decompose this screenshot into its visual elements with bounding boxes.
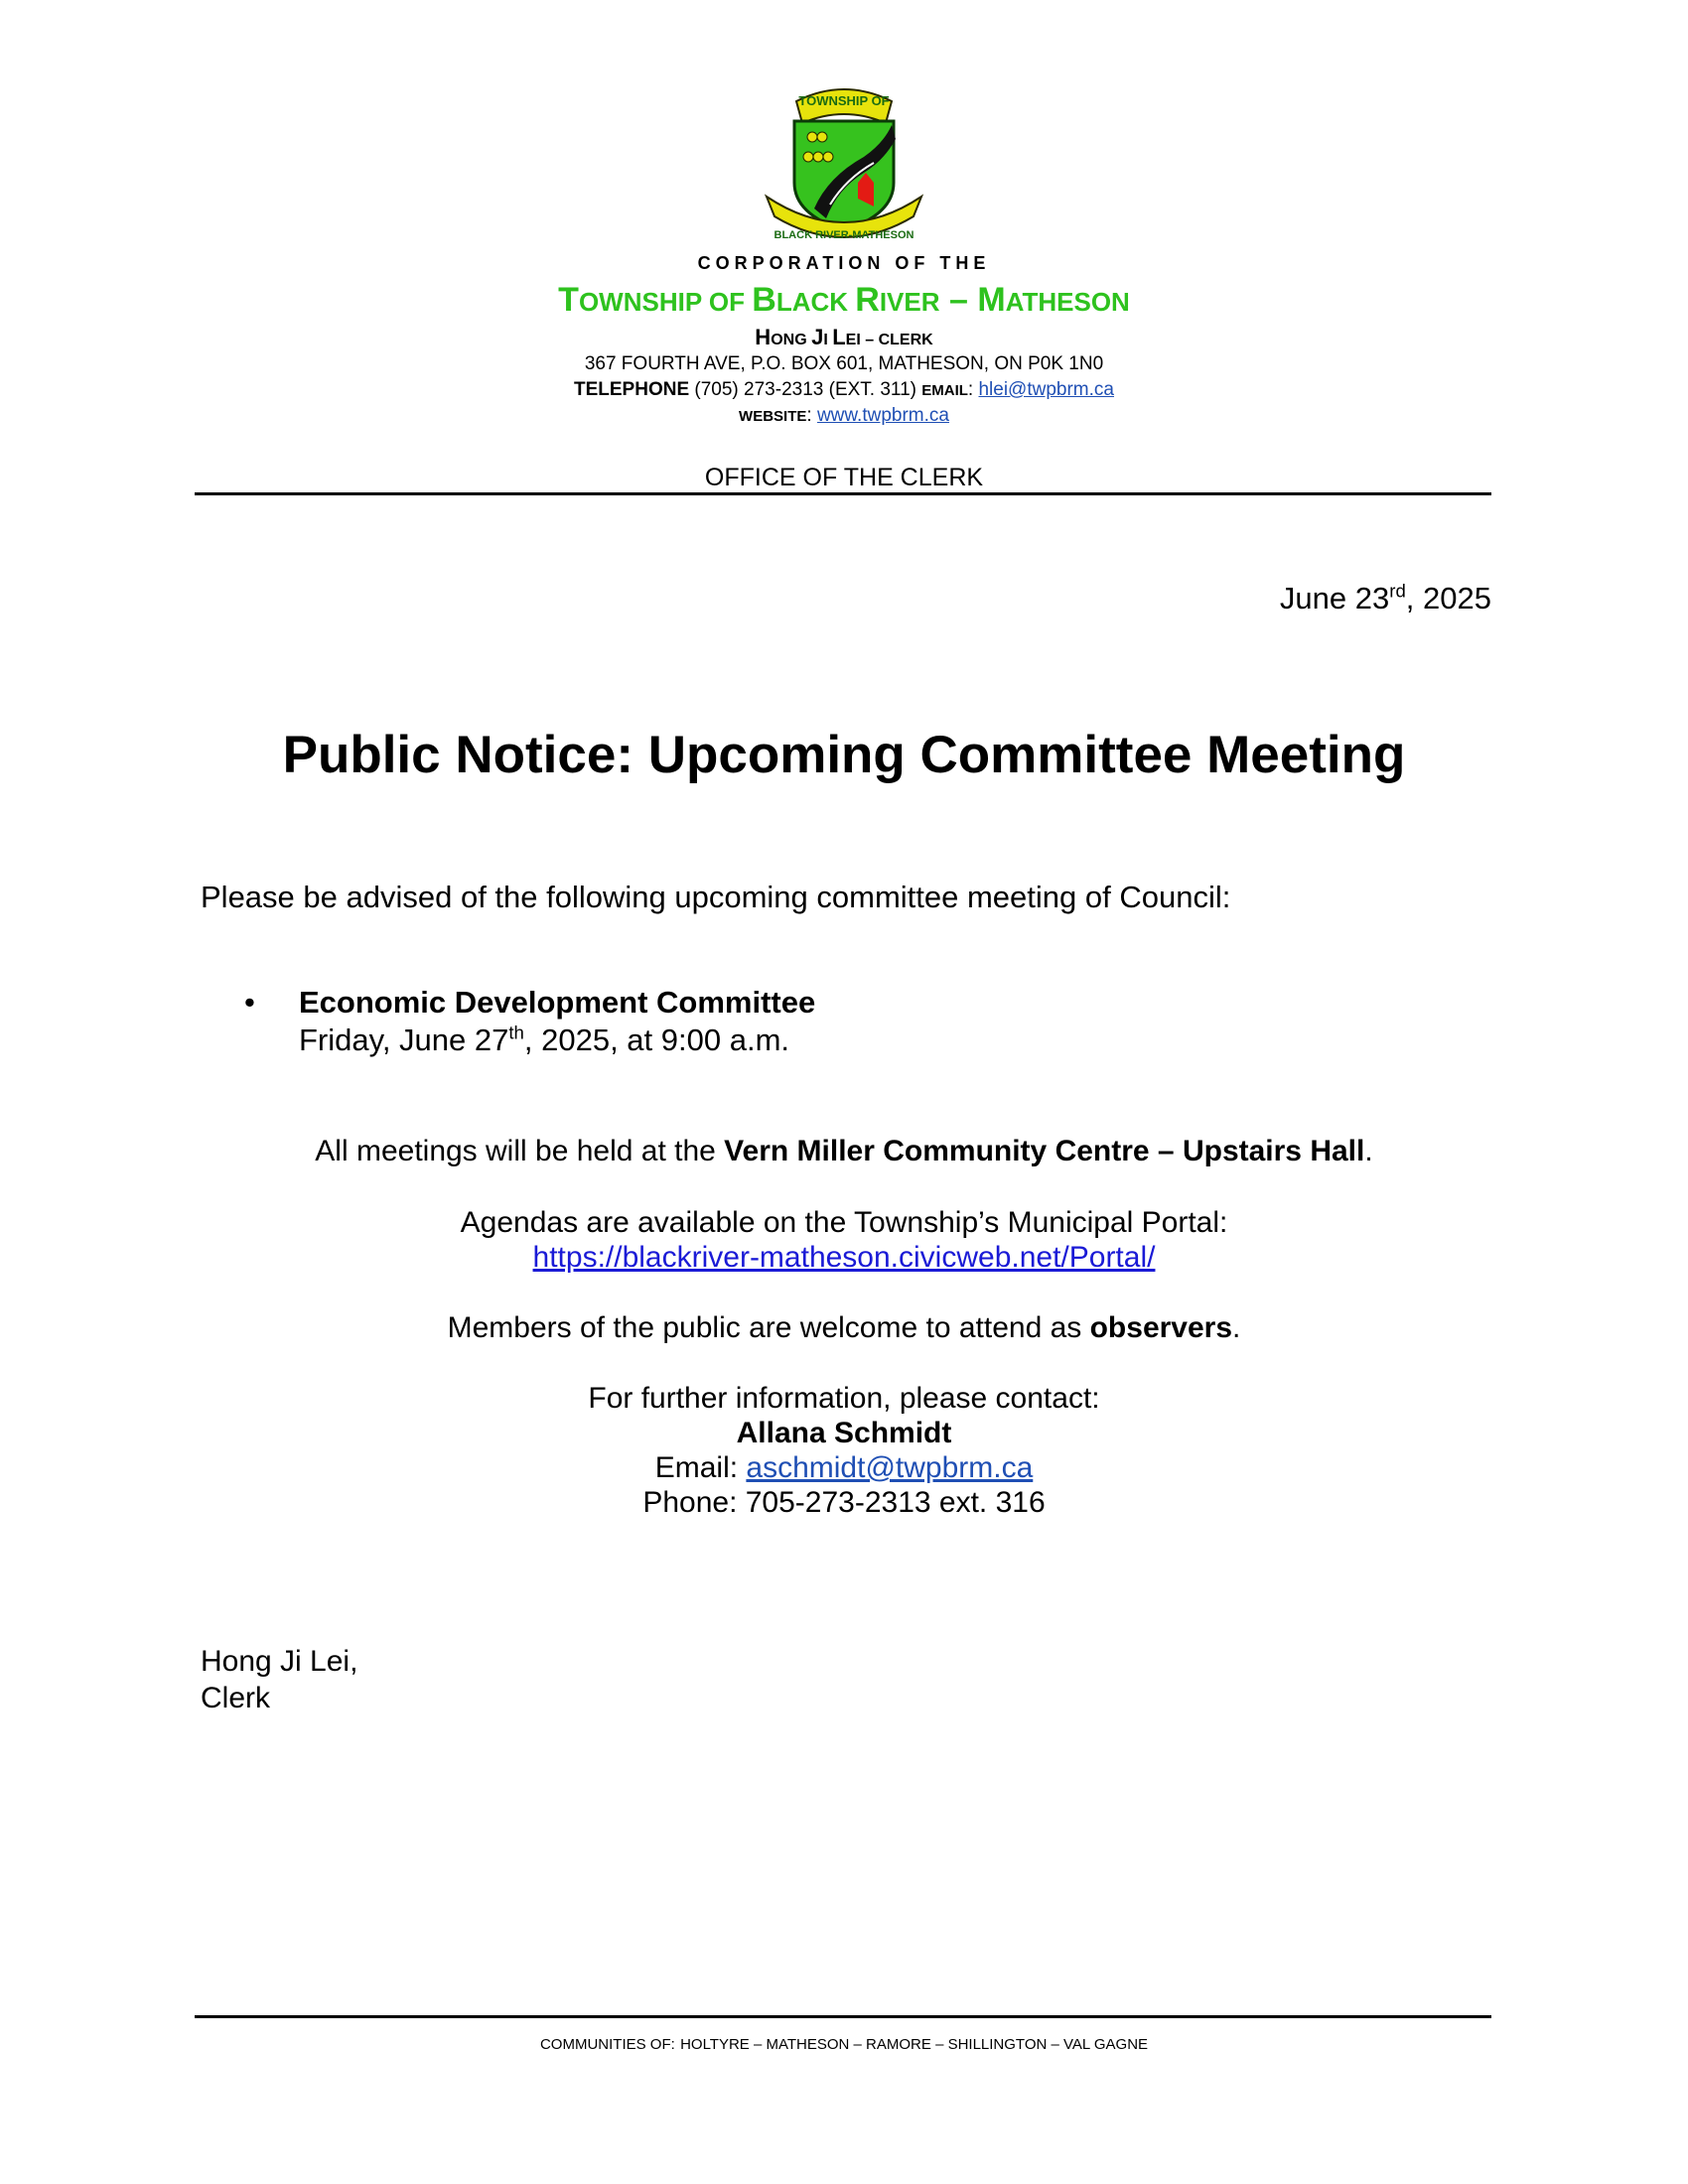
bullet-icon: • (244, 985, 255, 1020)
telephone-label: TELEPHONE (574, 379, 690, 400)
office-of-the-clerk: OFFICE OF THE CLERK (704, 464, 984, 491)
contact-email-link[interactable]: aschmidt@twpbrm.ca (746, 1451, 1034, 1484)
observers-text: Members of the public are welcome to attend as observers. (447, 1311, 1241, 1344)
township-crest-logo (757, 79, 931, 248)
meeting-name: Economic Development Committee (299, 985, 816, 1020)
clerk-email-link[interactable]: hlei@twpbrm.ca (978, 379, 1114, 400)
signature-title: Clerk (201, 1682, 271, 1714)
corporation-line: CORPORATION OF THE (697, 253, 991, 273)
header-divider (195, 492, 1491, 495)
footer-communities: COMMUNITIES OF: HOLTYRE – MATHESON – RAMORE – SHILLINGTON – VAL GAGNE (539, 2036, 1149, 2053)
clerk-name-line: HONG JI LEI – CLERK (755, 325, 933, 349)
agendas-text: Agendas are available on the Township’s Municipal Portal: (460, 1206, 1228, 1239)
meeting-datetime: Friday, June 27th, 2025, at 9:00 a.m. (299, 1022, 790, 1057)
letter-date: June 23rd, 2025 (1279, 580, 1491, 615)
website-link[interactable]: www.twpbrm.ca (816, 405, 949, 426)
telephone-email-line: TELEPHONE (705) 273-2313 (EXT. 311) EMAIL: hlei@twpbrm.ca (574, 379, 1114, 400)
township-name: TOWNSHIP OF BLACK RIVER – MATHESON (558, 281, 1130, 319)
intro-text: Please be advised of the following upcoming committee meeting of Council: (201, 880, 1231, 914)
location-text: All meetings will be held at the Vern Miller Community Centre – Upstairs Hall. (315, 1135, 1373, 1167)
signature-name: Hong Ji Lei, (201, 1645, 358, 1678)
website-line: WEBSITE: www.twpbrm.ca (739, 405, 949, 426)
contact-name: Allana Schmidt (736, 1417, 952, 1449)
portal-link-row (0, 1241, 1688, 1275)
mailing-address: 367 FOURTH AVE, P.O. BOX 601, MATHESON, ON P0K 1N0 (584, 353, 1104, 374)
website-label: WEBSITE (739, 408, 807, 425)
email-label: EMAIL (921, 382, 968, 399)
page-title: Public Notice: Upcoming Committee Meeting (282, 726, 1406, 784)
signature-block (201, 1643, 357, 1716)
contact-email-line: Email: aschmidt@twpbrm.ca (654, 1451, 1034, 1484)
contact-phone: Phone: 705-273-2313 ext. 316 (642, 1486, 1046, 1519)
svg-text:BLACK RIVER-MATHESON: BLACK RIVER-MATHESON (774, 229, 914, 241)
telephone-value: (705) 273-2313 (EXT. 311) (689, 379, 922, 400)
contact-intro: For further information, please contact: (588, 1382, 1100, 1415)
footer-divider (195, 2015, 1491, 2018)
svg-text:TOWNSHIP OF: TOWNSHIP OF (798, 93, 890, 108)
portal-link[interactable]: https://blackriver-matheson.civicweb.net/Portal/ (532, 1241, 1156, 1274)
meeting-list-item (299, 984, 815, 1059)
